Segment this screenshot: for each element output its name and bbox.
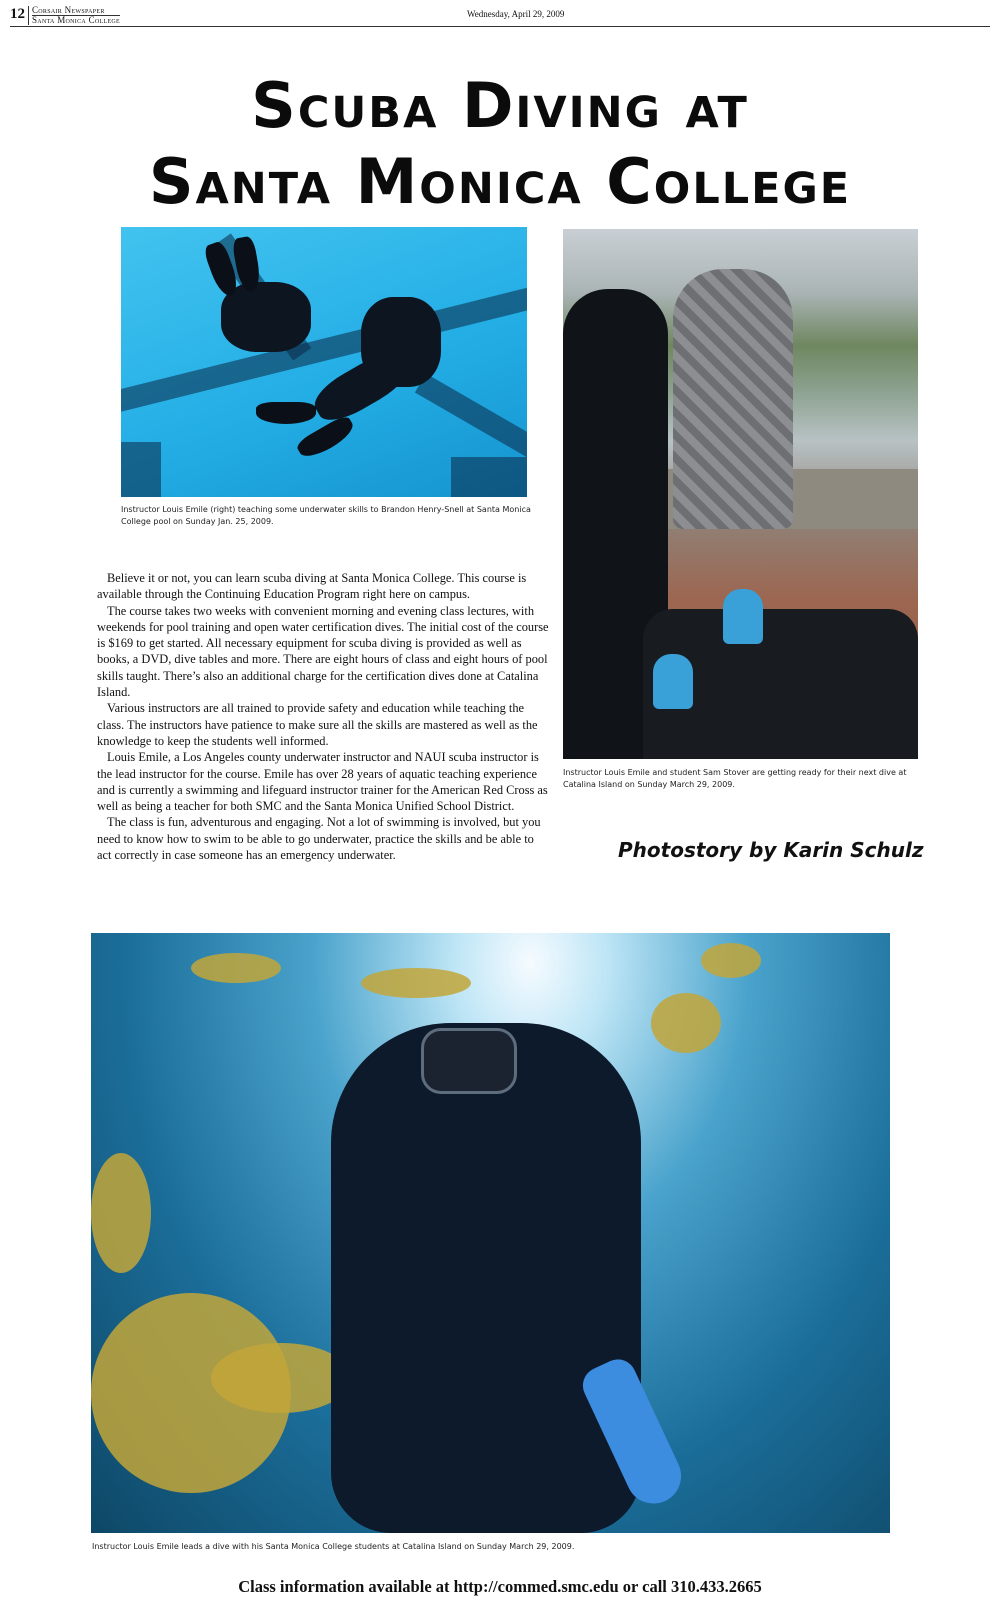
class-info-footer: Class information available at http://commed.smc.edu or call 310.433.2665 xyxy=(238,1577,762,1596)
college-name: Santa Monica College xyxy=(32,15,121,25)
reef-dive-photo xyxy=(91,933,890,1533)
pool-photo-caption: Instructor Louis Emile (right) teaching some underwater skills to Brandon Henry-Snell at Santa Monica College pool on Sunday Jan. 25, 2009. xyxy=(121,505,531,526)
dock-photo xyxy=(563,229,918,759)
issue-date: Wednesday, April 29, 2009 xyxy=(467,9,565,19)
paper-name: Corsair Newspaper xyxy=(32,6,120,16)
headline xyxy=(0,68,1000,220)
article-paragraph: Louis Emile, a Los Angeles county underwater instructor and NAUI scuba instructor is the lead instructor for the course. Emile has over 28 years of aquatic teaching experience and is currently a swimming and lifeguard instructor trainer for the American Red Cross as well as being a teacher for both SMC and the Santa Monica Unified School District. xyxy=(97,750,548,814)
masthead xyxy=(10,4,990,27)
article-paragraph: Believe it or not, you can learn scuba diving at Santa Monica College. This course is available through the Continuing Education Program right here on campus. xyxy=(97,571,527,602)
article-paragraph: The class is fun, adventurous and engaging. Not a lot of swimming is involved, but you need to know how to swim to be able to go underwater, practice the skills and be able to act correctly in case someone has an emergency underwater. xyxy=(97,815,541,863)
page-number: 12 xyxy=(10,6,25,22)
reef-photo-caption: Instructor Louis Emile leads a dive with his Santa Monica College students at Catalina Island on Sunday March 29, 2009. xyxy=(92,1542,575,1551)
photostory-byline: Photostory by Karin Schulz xyxy=(618,838,924,862)
article-paragraph: Various instructors are all trained to provide safety and education while teaching the class. The instructors have patience to make sure all the skills are mastered as well as the knowledge to keep the students well informed. xyxy=(97,701,538,748)
headline-line-2: Santa Monica College xyxy=(148,145,852,218)
dock-photo-caption: Instructor Louis Emile and student Sam Stover are getting ready for their next dive at Catalina Island on Sunday March 29, 2009. xyxy=(563,768,907,789)
publication-block xyxy=(28,6,120,25)
pool-photo xyxy=(121,227,527,497)
article-paragraph: The course takes two weeks with convenient morning and evening class lectures, with weekends for pool training and open water certification dives. The initial cost of the course is $169 to get started. All necessary equipment for scuba diving is provided as well as books, a DVD, dive tables and more. There are eight hours of class and eight hours of pool skills taught. There’s also an additional charge for the certification dives done at Catalina Island. xyxy=(97,603,549,700)
headline-line-1: Scuba Diving at xyxy=(251,69,749,142)
article-body xyxy=(97,570,549,863)
